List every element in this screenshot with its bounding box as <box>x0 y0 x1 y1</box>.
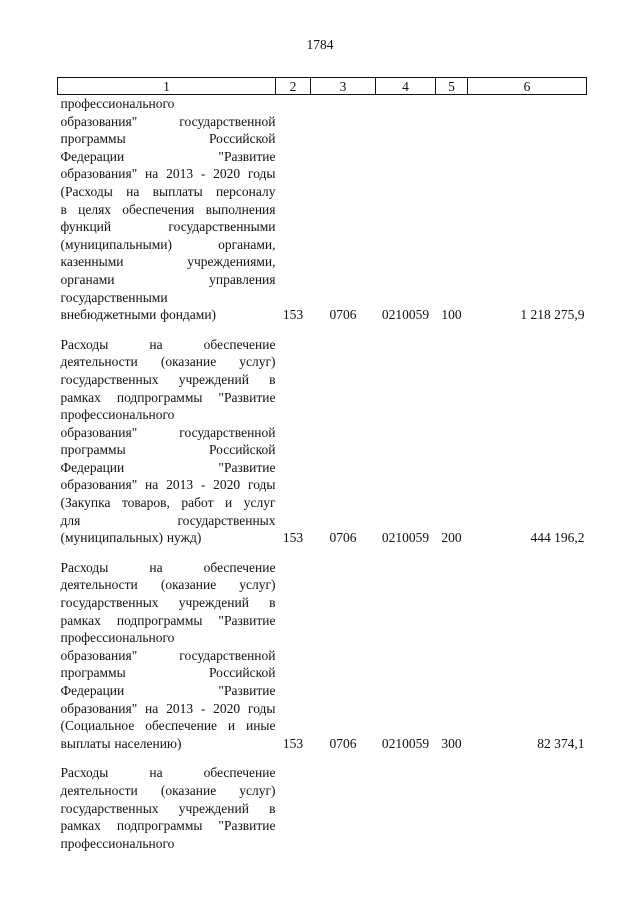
section-code: 0706 <box>329 530 357 546</box>
section-code: 0706 <box>329 307 357 323</box>
row-description <box>58 336 276 559</box>
description-line: образования" государственной <box>60 647 276 663</box>
row-description <box>58 559 276 765</box>
ministry-code: 153 <box>282 530 304 546</box>
description-line: органами управления <box>60 271 276 287</box>
table-row <box>58 95 587 336</box>
description-line: профессионального <box>60 407 175 423</box>
table-row <box>58 559 587 765</box>
header-cell: 4 <box>376 78 436 95</box>
description-line: функций государственными <box>60 219 276 235</box>
ministry-code: 153 <box>282 307 304 323</box>
description-line: программы Российской <box>60 442 276 458</box>
header-cell: 2 <box>276 78 311 95</box>
header-row <box>58 78 587 95</box>
target-article-code: 0210059 <box>381 307 430 323</box>
description-line: Расходы на обеспечение <box>60 765 276 781</box>
section-code <box>311 764 376 864</box>
target-article-code <box>376 764 436 864</box>
description-line: государственных учреждений в <box>60 371 276 387</box>
amount-value <box>468 764 587 864</box>
description-line: образования" на 2013 - 2020 годы <box>60 477 276 493</box>
description-line: в целях обеспечения выполнения <box>60 201 276 217</box>
description-line: для государственных <box>60 512 276 528</box>
description-line: (Расходы на выплаты персоналу <box>60 183 276 199</box>
expense-type-code: 300 <box>441 735 462 751</box>
target-article-code: 0210059 <box>381 735 430 751</box>
description-line: внебюджетными фондами) <box>60 307 217 323</box>
description-line: Расходы на обеспечение <box>60 336 276 352</box>
description-line: деятельности (оказание услуг) <box>60 354 276 370</box>
description-line: деятельности (оказание услуг) <box>60 782 276 798</box>
description-line: рамках подпрограммы "Развитие <box>60 818 276 834</box>
table-row <box>58 336 587 559</box>
description-line: Федерации "Развитие <box>60 683 276 698</box>
description-line: образования" на 2013 - 2020 годы <box>60 700 276 716</box>
target-article-code: 0210059 <box>381 530 430 546</box>
description-line: программы Российской <box>60 665 276 681</box>
expense-type-code: 100 <box>441 307 462 323</box>
description-line: профессионального <box>60 835 175 851</box>
description-line: Расходы на обеспечение <box>60 559 276 575</box>
description-line: профессионального <box>60 96 175 111</box>
expense-type-code: 200 <box>441 530 462 546</box>
section-code: 0706 <box>329 735 357 751</box>
amount-value: 1 218 275,9 <box>520 307 585 323</box>
description-line: образования" государственной <box>60 424 276 440</box>
description-line: государственных учреждений в <box>60 800 276 816</box>
description-line: выплаты населению) <box>60 735 182 751</box>
ministry-code <box>276 764 311 864</box>
expense-type-code <box>436 764 468 864</box>
description-line: (Социальное обеспечение и иные <box>60 718 276 734</box>
table-row <box>58 764 587 864</box>
header-cell: 6 <box>468 78 587 95</box>
row-description <box>58 764 276 864</box>
description-line: рамках подпрограммы "Развитие <box>60 612 276 628</box>
description-line: рамках подпрограммы "Развитие <box>60 389 276 405</box>
ministry-code: 153 <box>282 735 304 751</box>
description-line: (Закупка товаров, работ и услуг <box>60 495 276 511</box>
header-cell: 1 <box>58 78 276 95</box>
page-number: 1784 <box>306 37 334 52</box>
description-line: Федерации "Развитие <box>60 459 276 475</box>
description-line: (муниципальных) нужд) <box>60 530 202 546</box>
description-line: Федерации "Развитие <box>60 148 276 164</box>
description-line: (муниципальными) органами, <box>60 236 276 252</box>
amount-value: 82 374,1 <box>537 735 585 751</box>
description-line: профессионального <box>60 630 175 646</box>
amount-value: 444 196,2 <box>530 530 585 546</box>
description-line: государственных учреждений в <box>60 595 276 611</box>
description-line: казенными учреждениями, <box>60 254 276 270</box>
header-cell: 5 <box>436 78 468 95</box>
budget-table <box>57 77 587 864</box>
description-line: деятельности (оказание услуг) <box>60 577 276 593</box>
description-line: государственными <box>60 289 168 305</box>
header-cell: 3 <box>311 78 376 95</box>
description-line: программы Российской <box>60 131 276 147</box>
row-description <box>58 95 276 336</box>
description-line: образования" государственной <box>60 113 276 129</box>
description-line: образования" на 2013 - 2020 годы <box>60 166 276 182</box>
